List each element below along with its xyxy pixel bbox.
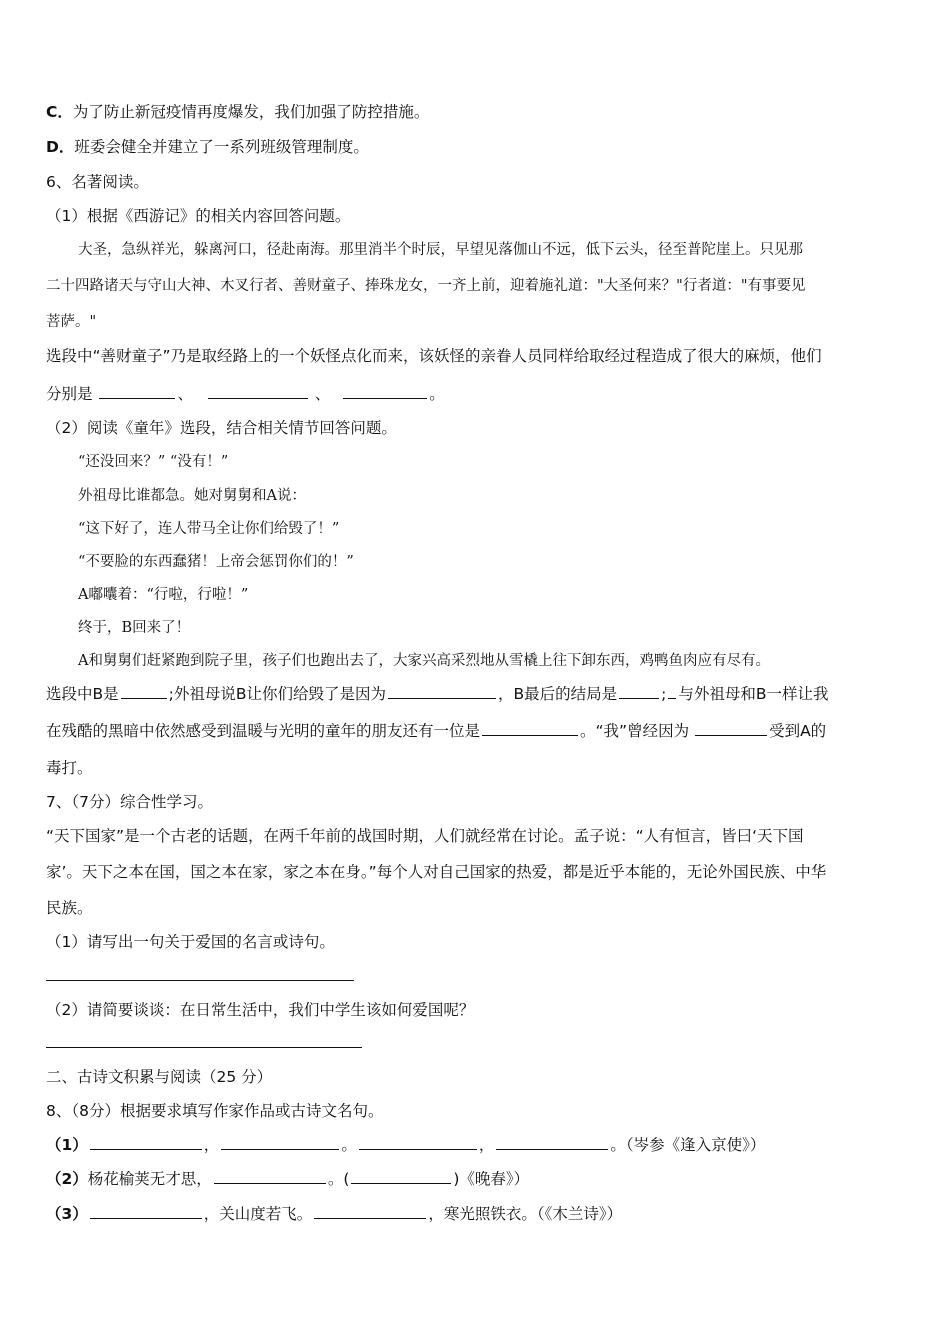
question-text: 与外祖母和B一样让我 (678, 685, 829, 703)
question-text: 选段中B是 (46, 685, 119, 703)
q7-intro-line-3: 民族。 (46, 899, 93, 917)
item-number: （3） (46, 1205, 88, 1223)
q6-part1-prompt: （1）根据《西游记》的相关内容回答问题。 (46, 207, 351, 225)
answer-blank[interactable] (482, 721, 578, 736)
question-text: ，B最后的结局是 (498, 685, 618, 703)
punct: ， (478, 1136, 495, 1154)
option-d-label: D． (46, 138, 75, 156)
tongnian-line: 终于，B回来了！ (78, 620, 191, 636)
question-text: 在残酷的黑暗中依然感受到温暖与光明的童年的朋友还有一位是 (46, 722, 481, 740)
q6-passage-line-3: 菩萨。" (46, 314, 97, 330)
option-d (46, 137, 906, 157)
answer-blank[interactable] (90, 1135, 202, 1150)
answer-blank[interactable] (695, 721, 767, 736)
period: 。 (429, 385, 445, 403)
separator: 、 (177, 385, 193, 403)
q6-part2-question-line-1 (46, 684, 906, 704)
tongnian-line: A嘟囔着：“行啦，行啦！” (78, 587, 249, 603)
q8-line-3 (46, 1204, 906, 1224)
item-number: （1） (46, 1136, 88, 1154)
tongnian-line: “还没回来？” “没有！” (78, 454, 229, 470)
q7-sub1-answer-line[interactable] (46, 980, 354, 981)
q8-line-2 (46, 1169, 906, 1189)
q6-part2-prompt: （2）阅读《童年》选段，结合相关情节回答问题。 (46, 419, 397, 437)
punct: 。 (341, 1136, 357, 1154)
separator: 、 (314, 385, 331, 403)
q6-question-line-1: 选段中“善财童子”乃是取经路上的一个妖怪点化而来，该妖怪的亲眷人员同样给取经过程造成了很大的麻烦，他们 (46, 347, 822, 365)
q6-part2-question-line-2 (46, 721, 906, 741)
q6-passage-line-1: 大圣，急纵祥光，躲离河口，径赴南海。那里消半个时辰，早望见落伽山不远，低下云头，径至普陀崖上。只见那 (78, 242, 803, 258)
option-c-label: C． (46, 103, 73, 121)
option-c-text: 为了防止新冠疫情再度爆发，我们加强了防控措施。 (72, 103, 430, 121)
q6-question-line-2 (46, 384, 906, 404)
poem-text: ，寒光照铁衣。（《木兰诗》） (428, 1205, 623, 1223)
answer-blank[interactable] (214, 1169, 326, 1184)
answer-blank[interactable] (388, 684, 496, 699)
q7-title: 7、（7分）综合性学习。 (46, 793, 213, 811)
q6-question-text: 分别是 (46, 385, 93, 403)
q7-sub1: （1）请写出一句关于爱国的名言或诗句。 (46, 933, 335, 951)
answer-blank[interactable] (99, 384, 175, 399)
answer-blank[interactable] (668, 684, 676, 699)
tongnian-line: “这下好了，连人带马全让你们给毁了！” (78, 521, 340, 537)
q6-title: 6、名著阅读。 (46, 173, 149, 191)
q8-title: 8、（8分）根据要求填写作家作品或古诗文名句。 (46, 1102, 384, 1120)
option-c (46, 102, 906, 122)
q6-passage-line-2: 二十四路诸天与守山大神、木叉行者、善财童子、捧珠龙女，一齐上前，迎着施礼道："大圣何来？"行者道："有事要见 (46, 278, 806, 294)
question-text: ; (661, 685, 667, 703)
question-text: 受到A的 (769, 722, 827, 740)
q7-sub2-answer-line[interactable] (46, 1047, 362, 1048)
poem-text: ，关山度若飞。 (203, 1205, 313, 1223)
answer-blank[interactable] (619, 684, 659, 699)
answer-blank[interactable] (208, 384, 308, 399)
answer-blank[interactable] (121, 684, 167, 699)
punct: ， (203, 1136, 220, 1154)
answer-blank[interactable] (359, 1135, 477, 1150)
section-2-title: 二、古诗文积累与阅读（25 分） (46, 1068, 273, 1086)
q6-part2-question-line-3: 毒打。 (46, 759, 93, 777)
q7-intro-line-2: 家’。天下之本在国，国之本在家，家之本在身。”每个人对自己国家的热爱，都是近乎本能的，无论外国民族、中华 (46, 863, 827, 881)
answer-blank[interactable] (343, 384, 427, 399)
question-text: ;外祖母说B让你们给毁了是因为 (168, 685, 386, 703)
source: 。（岑参《逢入京使》） (610, 1136, 766, 1154)
answer-blank[interactable] (221, 1135, 339, 1150)
question-text: 。“我”曾经因为 (580, 722, 690, 740)
answer-blank[interactable] (351, 1169, 451, 1184)
q7-sub2: （2）请简要谈谈：在日常生活中，我们中学生该如何爱国呢？ (46, 1001, 475, 1019)
poem-text: 杨花榆荚无才思， (87, 1170, 212, 1188)
tongnian-line: A和舅舅们赶紧跑到院子里，孩子们也跑出去了，大家兴高采烈地从雪橇上往下卸东西，鸡鸭鱼肉应有尽有。 (78, 653, 770, 669)
tongnian-line: 外祖母比谁都急。她对舅舅和A说： (78, 488, 306, 504)
answer-blank[interactable] (496, 1135, 608, 1150)
item-number: （2） (46, 1170, 88, 1188)
q8-line-1 (46, 1135, 906, 1155)
punct: 。( (327, 1170, 350, 1188)
source: )《晚春》） (453, 1170, 530, 1188)
answer-blank[interactable] (90, 1204, 202, 1219)
answer-blank[interactable] (314, 1204, 426, 1219)
tongnian-line: “不要脸的东西蠢猪！上帝会惩罚你们的！” (78, 554, 354, 570)
q7-intro-line-1: “天下国家”是一个古老的话题，在两千年前的战国时期，人们就经常在讨论。孟子说：“人有恒言，皆曰‘天下国 (46, 827, 804, 845)
option-d-text: 班委会健全并建立了一系列班级管理制度。 (74, 138, 369, 156)
